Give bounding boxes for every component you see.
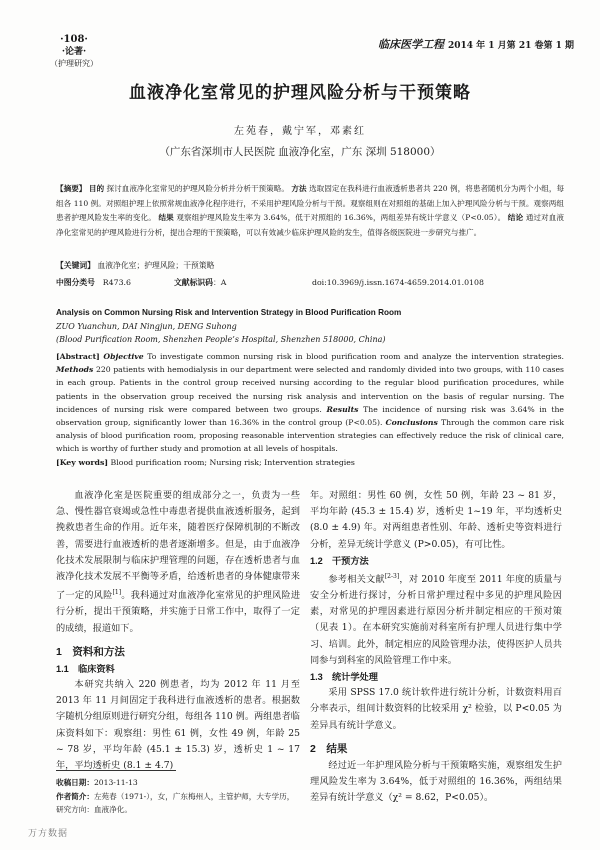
received-date: 2013-11-13 [93, 778, 138, 787]
clinical-data-continued: 年。对照组：男性 60 例，女性 50 例，年龄 23 ~ 81 岁，平均年龄 (45.3 ± 15.4) 岁，透析史 1~19 年，平均透析史 (8.0 ± 4.9) 年。对两组患者性别、年龄、透析史等资料进行分析，差异无统计学意义 (P>0.05)，有可比性。 [310, 490, 562, 550]
watermark: 万方数据 [28, 829, 69, 839]
clinical-data-paragraph: 本研究共纳入 220 例患者，均为 2012 年 11 月至 2013 年 11 月间固定于我科进行血液透析的患者。根据数字随机分组原则进行研究分组，每组各 110 例。两组患者临床资料如下：观察组：男性 61 例，女性 49 例，年龄 25 ~ 78 岁，平均年龄 (45.1 ± 15.3) 岁，透析史 1 ~ 17 年，平均透析史 (8.1 ± 4.7) [56, 678, 300, 771]
subsection-heading: 1.2 干预方法 [310, 555, 369, 566]
conclusions-en-text: Through the common care risk analysis of blood purification room, proposing reasonable intervention strategies can effectively reduce the risk of clinical care, which is worthy of further study and promotion at all levels of hospitals. [56, 418, 564, 454]
english-title: Analysis on Common Nursing Risk and Intervention Strategy in Blood Purification Room [56, 308, 402, 317]
subsection-heading: 1.3 统计学处理 [310, 672, 378, 683]
abstract-en [56, 350, 564, 456]
author-bio: 左苑春（1971-），女，广东梅州人，主管护师，大专学历，研究方向：血液净化。 [56, 791, 295, 814]
footnote [56, 776, 300, 817]
column-name: ·论著· [61, 47, 87, 57]
results-paragraph: 经过近一年护理风险分析与干预策略实施，观察组发生护理风险发生率为 3.64%，低于对照组的 16.36%，两组结果差异有统计学意义（χ² = 8.62，P<0.05）。 [310, 759, 562, 804]
article-affiliation: （广东省深圳市人民医院 血液净化室，广东 深圳 518000） [159, 146, 441, 158]
conclusion-label: 结论 [507, 213, 524, 222]
section-heading: 2 结果 [310, 742, 348, 755]
body-column-right [310, 488, 562, 806]
english-affiliation: (Blood Purification Room, Shenzhen People’s Hospital, Shenzhen 518000, China) [56, 335, 386, 344]
methods-label: 方法 [291, 184, 307, 193]
subsection-heading: 1.1 临床资料 [56, 663, 115, 674]
journal-name: 临床医学工程 [377, 38, 444, 51]
citation: [2-3] [384, 572, 400, 580]
keywords-en-text: Blood purification room; Nursing risk; Intervention strategies [110, 458, 355, 467]
keywords-en-label: [Key words] [56, 458, 109, 467]
conclusion-text: 通过对血液净化室常见的护理风险进行分析，提出合理的干预策略，可以有效减少临床护理风险的发生，值得各级医院进一步研究与推广。 [56, 213, 565, 237]
page-header-right [378, 36, 574, 52]
objective-label: 目的 [88, 184, 105, 193]
keywords-en [56, 457, 564, 469]
keywords-cn-text: 血液净化室；护理风险；干预策略 [97, 261, 215, 270]
article-title: 血液净化室常见的护理风险分析与干预策略 [129, 83, 471, 103]
journal-issue: 2014 年 1 月第 21 卷第 1 期 [447, 41, 574, 51]
doc-code-value: A [220, 278, 227, 287]
keywords-cn-label: 【关键词】 [56, 261, 95, 270]
abstract-cn [56, 182, 564, 240]
author-bio-label: 作者简介： [56, 791, 94, 801]
methods-en-label: Methods [56, 365, 94, 375]
clc-value: R473.6 [102, 278, 131, 287]
article-authors: 左苑春，戴宁军，邓素红 [234, 126, 366, 137]
journal-page: ·108· ·论著· （护理研究） 临床医学工程 2014 年 1 月第 21 卷第 1 期 血液净化室常见的护理风险分析与干预策略 左苑春，戴宁军，邓素红 （广东省深圳市人民医院 血液净化室，广东 深圳 518000） 【摘要】 目的 探讨血液净化室常见的护理风险分析并分析干预策略。 方法 选取固定在我科进行血液透析患者共 220 例，将患者随机分为两个小组，每组各 110 例。对照组护理上依照常规血液净化程序进行，不采用护理风险分析与干预。观察组则在对照组的基础上加入护理风险分析与干预。观察两组患者护理风险发生率的变化。 结果 观察组护理风险发生率为 3.64%，低于对照组的 16.36%，两组差异有统计学意义（P<0.05）。 结论 通过对血液净化室常见的护理风险进行分析，提出合理的干预策略，可以有效减少临床护理风险的发生，值得各级医院进一步研究与推广。 【关键词】 血液净化室；护理风险；干预策略 中图分类号 R473.6 文献标识码：A doi:10.3969/j.issn.1674-4659.2014.01.0108 Analysis on Common Nursing Risk and Intervention Strategy in Blood Purification Room ZUO Yuanchun, DAI Ningjun, DENG Suhong (Blood Purification Room, Shenzhen People’s Hospital, Shenzhen 518000, China) [Abstract] Objective To investigate common nursing risk in blood purification room and analyze the intervention strategies. Methods 220 patients with hemodialysis in our department were selected and randomly divided into two groups, with 110 cases in each group. Patients in the control group received nursing according to the regular blood purification procedures, while patients in the observation group received the nursing risk analysis and intervention on the basis of regular nursing. The incidences of nursing risk were compared between two groups. Results The incidence of nursing risk was 3.64% in the observation group, significantly lower than 16.36% in the control group (P<0.05). Conclusions Through the common care risk analysis of blood purification room, proposing reasonable intervention strategies can effectively reduce the risk of clinical care, which is worthy of further study and promotion at all levels of hospitals. [Key words] Blood purification room; Nursing risk; Intervention strategies 血液净化室是医院重要的组成部分之一，负责为一些急、慢性器官衰竭或急性中毒患者提供血液透析服务，起到挽救患者生命的作用。近年来，随着医疗保障机制的不断改善，需要进行血液透析的患者逐渐增多。但是，由于血液净化技术发展限制与临床护理管理的问题，存在透析患者与血液净化技术发展不平衡等矛盾，给透析患者的身体健康带来了一定的风险[1]。我科通过对血液净化室常见的护理风险进行分析，提出干预策略，并实施于日常工作中，取得了一定的成绩，报道如下。 1 资料和方法 1.1 临床资料 本研究共纳入 220 例患者，均为 2012 年 11 月至 2013 年 11 月间固定于我科进行血液透析的患者。根据数字随机分组原则进行研究分组，每组各 110 例。两组患者临床资料如下：观察组：男性 61 例，女性 49 例，年龄 25 ~ 78 岁，平均年龄 (45.1 ± 15.3) 岁，透析史 1 ~ 17 年，平均透析史 (8.1 ± 4.7) 年。对照组：男性 60 例，女性 50 例，年龄 23 ~ 81 岁，平均年龄 (45.3 ± 15.4) 岁，透析史 1~19 年，平均透析史 (8.0 ± 4.9) 年。对两组患者性别、年龄、透析史等资料进行分析，差异无统计学意义 (P>0.05)，有可比性。 1.2 干预方法 参考相关文献[2-3]，对 2010 年度至 2011 年度的质量与安全分析进行探讨，分析日常护理过程中多见的护理风险因素，对常见的护理因素进行原因分析并制定相应的干预对策（见表 1）。在本研究实施前对科室所有护理人员进行集中学习、培训。此外，制定相应的风险管理办法，使得医护人员共同参与到科室的风险管理工作中来。 1.3 统计学处理 采用 SPSS 17.0 统计软件进行统计分析，计数资料用百分率表示，组间计数资料的比较采用 χ² 检验，以 P<0.05 为差异具有统计学意义。 2 结果 经过近一年护理风险分析与干预策略实施，观察组发生护理风险发生率为 3.64%，低于对照组的 16.36%，两组结果差异有统计学意义（χ² = 8.62，P<0.05）。 收稿日期：2013-11-13 作者简介：左苑春（1971-），女，广东梅州人，主管护师，大专学历，研究方向：血液净化。 万方数据 [0, 0, 600, 850]
objective-en-label: Objective [103, 352, 144, 361]
intervention-paragraph: 参考相关文献[2-3]，对 2010 年度至 2011 年度的质量与安全分析进行探讨，分析日常护理过程中多见的护理风险因素，对常见的护理因素进行原因分析并制定相应的干预对策（见表 1）。在本研究实施前对科室所有护理人员进行集中学习、培训。此外，制定相应的风险管理办法，使得医护人员共同参与到科室的风险管理工作中来。 [310, 572, 562, 666]
section-heading: 1 资料和方法 [56, 645, 125, 658]
keywords-cn [56, 260, 564, 272]
page-number: ·108· [60, 34, 88, 45]
abstract-cn-label: 【摘要】 [56, 184, 87, 193]
abstract-en-label: [Abstract] [56, 352, 100, 361]
citation: [1] [112, 589, 122, 597]
subcolumn-name: （护理研究） [50, 59, 98, 68]
statistics-paragraph: 采用 SPSS 17.0 统计软件进行统计分析，计数资料用百分率表示，组间计数资料的比较采用 χ² 检验，以 P<0.05 为差异具有统计学意义。 [310, 687, 562, 731]
page-header-left [44, 34, 104, 70]
objective-text: 探讨血液净化室常见的护理风险分析并分析干预策略。 [106, 184, 289, 193]
received-label: 收稿日期： [56, 778, 94, 787]
clc-label: 中图分类号 [56, 278, 95, 287]
results-en-text: The incidence of nursing risk was 3.64% in the observation group, significantly lower than 16.36% in the control group (P<0.05). [56, 404, 564, 428]
english-authors: ZUO Yuanchun, DAI Ningjun, DENG Suhong [56, 322, 237, 331]
methods-text: 选取固定在我科进行血液透析患者共 220 例，将患者随机分为两个小组，每组各 110 例。对照组护理上依照常规血液净化程序进行，不采用护理风险分析与干预。观察组则在对照组的基础上加入护理风险分析与干预。观察两组患者护理风险发生率的变化。 [56, 184, 565, 222]
objective-en-text: To investigate common nursing risk in blood purification room and analyze the intervention strategies. [147, 352, 564, 361]
doi: doi:10.3969/j.issn.1674-4659.2014.01.0108 [312, 278, 484, 287]
body-column-left [56, 488, 300, 774]
footnote-divider [56, 770, 176, 771]
conclusions-en-label: Conclusions [385, 418, 438, 428]
results-text: 观察组护理风险发生率为 3.64%，低于对照组的 16.36%，两组差异有统计学意义（P<0.05）。 [176, 213, 506, 222]
intro-paragraph: 血液净化室是医院重要的组成部分之一，负责为一些急、慢性器官衰竭或急性中毒患者提供血液透析服务，起到挽救患者生命的作用。近年来，随着医疗保障机制的不断改善，需要进行血液透析的患者逐渐增多。但是，由于血液净化技术发展限制与临床护理管理的问题，存在透析患者与血液净化技术发展不平衡等矛盾，给透析患者的身体健康带来了一定的风险[1]。我科通过对血液净化室常见的护理风险进行分析，提出干预策略，并实施于日常工作中，取得了一定的成绩，报道如下。 [56, 490, 301, 634]
methods-en-text: 220 patients with hemodialysis in our department were selected and randomly divided into two groups, with 110 cases in each group. Patients in the control group received nursing according to the regular blood purification procedures, while patients in the observation group received the nursing risk analysis and intervention on the basis of regular nursing. The incidences of nursing risk were compared between two groups. [56, 365, 564, 414]
results-label: 结果 [158, 213, 174, 222]
results-en-label: Results [326, 404, 359, 414]
doc-code-label: 文献标识码 [174, 278, 213, 287]
